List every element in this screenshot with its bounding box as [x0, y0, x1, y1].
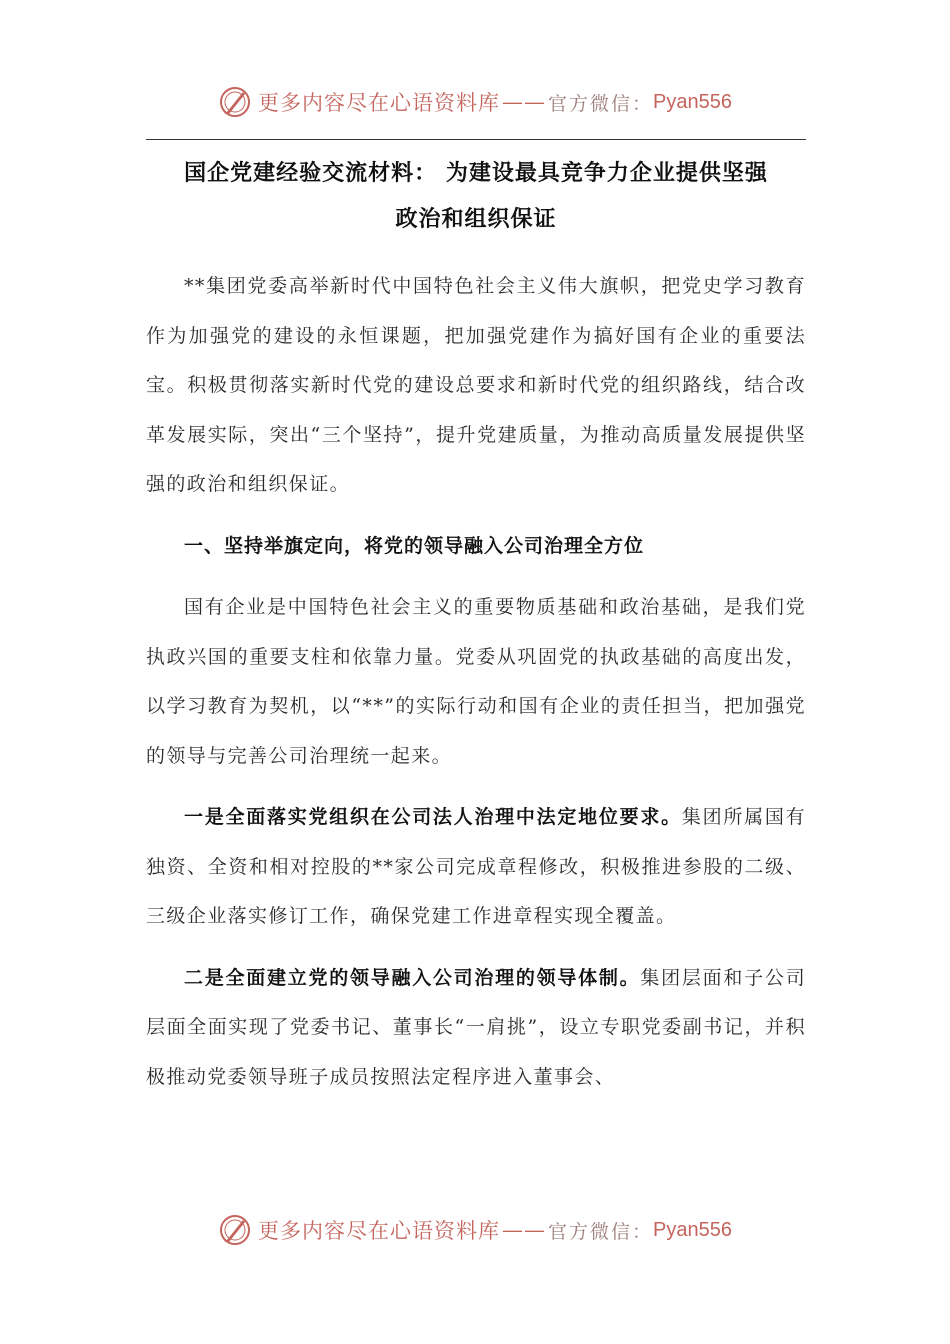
document-title [146, 150, 806, 242]
header-watermark-banner [0, 80, 950, 124]
quill-seal-logo-icon [218, 1213, 252, 1247]
title-line-1: 国企党建经验交流材料： 为建设最具竞争力企业提供坚强 [184, 160, 768, 186]
document-body [146, 262, 806, 1102]
paragraph-point-1 [146, 793, 806, 942]
banner-sub: 官方微信： [548, 92, 654, 115]
banner-wechat-id: Pyan556 [653, 90, 732, 113]
quill-seal-logo-icon [218, 85, 252, 119]
banner-text: 更多内容尽在心语资料库 [258, 1219, 500, 1243]
paragraph-section-1: 国有企业是中国特色社会主义的重要物质基础和政治基础，是我们党执政兴国的重要支柱和依靠力量。党委从巩固党的执政基础的高度出发，以学习教育为契机，以“**”的实际行动和国有企业的责任担当，把加强党的领导与完善公司治理统一起来。 [146, 596, 806, 767]
point-1-lead: 一是全面落实党组织在公司法人治理中法定地位要求。 [184, 806, 682, 828]
header-divider [146, 139, 806, 140]
banner-wechat-id: Pyan556 [653, 1218, 732, 1241]
banner-dash: —— [502, 90, 546, 114]
paragraph-point-2 [146, 954, 806, 1103]
paragraph-intro: **集团党委高举新时代中国特色社会主义伟大旗帜，把党史学习教育作为加强党的建设的永恒课题，把加强党建作为搞好国有企业的重要法宝。积极贯彻落实新时代党的建设总要求和新时代党的组织路线，结合改革发展实际，突出“三个坚持”，提升党建质量，为推动高质量发展提供坚强的政治和组织保证。 [146, 275, 806, 495]
footer-watermark-banner [0, 1208, 950, 1252]
banner-sub: 官方微信： [548, 1220, 654, 1243]
point-2-lead: 二是全面建立党的领导融入公司治理的领导体制。 [184, 966, 641, 989]
point-2-text: 集团层面和子公司层面全面实现了党委书记、董事长“一肩挑”，设立专职党委副书记，并积极推动党委领导班子成员按照法定程序进入董事会、 [146, 966, 807, 1088]
banner-text: 更多内容尽在心语资料库 [258, 91, 500, 115]
section-heading-1: 一、坚持举旗定向，将党的领导融入公司治理全方位 [184, 534, 645, 557]
banner-dash: —— [502, 1218, 546, 1242]
title-line-2: 政治和组织保证 [395, 206, 557, 232]
point-1-text: 集团所属国有独资、全资和相对控股的**家公司完成章程修改，积极推进参股的二级、三级企业落实修订工作，确保党建工作进章程实现全覆盖。 [146, 806, 806, 927]
